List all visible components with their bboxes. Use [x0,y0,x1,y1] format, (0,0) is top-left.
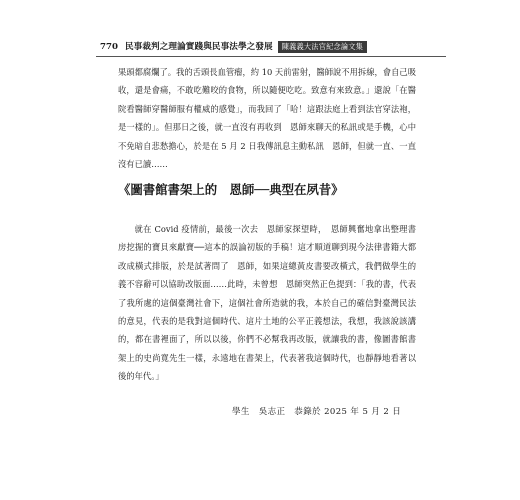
running-header [100,40,445,54]
signature-line: 學生 吳志正 恭錄於 2025 年 5 月 2 日 [232,407,402,417]
collection-badge: 陳義義大法官紀念論文集 [278,41,367,53]
running-title: 民事裁判之理論實踐與民事法學之發展 [124,42,273,52]
section-title: 《圖書館書架上的 恩師──典型在夙昔》 [118,182,344,197]
paragraph-1: 果頭都腐爛了。我的舌頭長血管瘤，約 10 天前雷射，醫師說不用拆線，會自己吸收，還是會痛，不敢吃難咬的食物，所以隨便吃吃。致意有來致意。」還說「在醫院看醫師穿醫師服有權威的感覺」，而我回了「哈！這跟法庭上看到法官穿法袍，是一樣的」。但那日之後，就一直沒有再收到 恩師來聊天的私訊或是手機，心中不免暗自悲愁擔心，於是在 5 月 2 日我傳訊息主動私訊 恩師，但就一直、一直沒有已讀…… [118,67,416,170]
header-rule [96,56,446,57]
paragraph-2: 就在 Covid 疫情前，最後一次去 恩師家探望時， 恩師興奮地拿出整理書房挖掘的寶貝來獻寶──這本的誤論初版的手稿！這才順道聊到現今法律書籍大都改成橫式排版，於是試著問了 恩師，如果這總黃皮書要改橫式，我們做學生的義不容辭可以協助改版面……此時，未曾想 恩師突然正色提到：「我的書，代表了我所處的這個臺灣社會下，這個社會所造就的我，本於自己的確信對臺灣民法的意見，代表的是我對這個時代、這片土地的公平正義想法，我想，我該說該講的，都在書裡面了，所以以後，你們不必幫我再改版，就讓我的書，像圖書館書架上的史尚寬先生一樣，永遠地在書架上，代表著我這個時代，也靜靜地看著以後的年代。」 [118,224,416,382]
page-number: 770 [100,42,118,52]
